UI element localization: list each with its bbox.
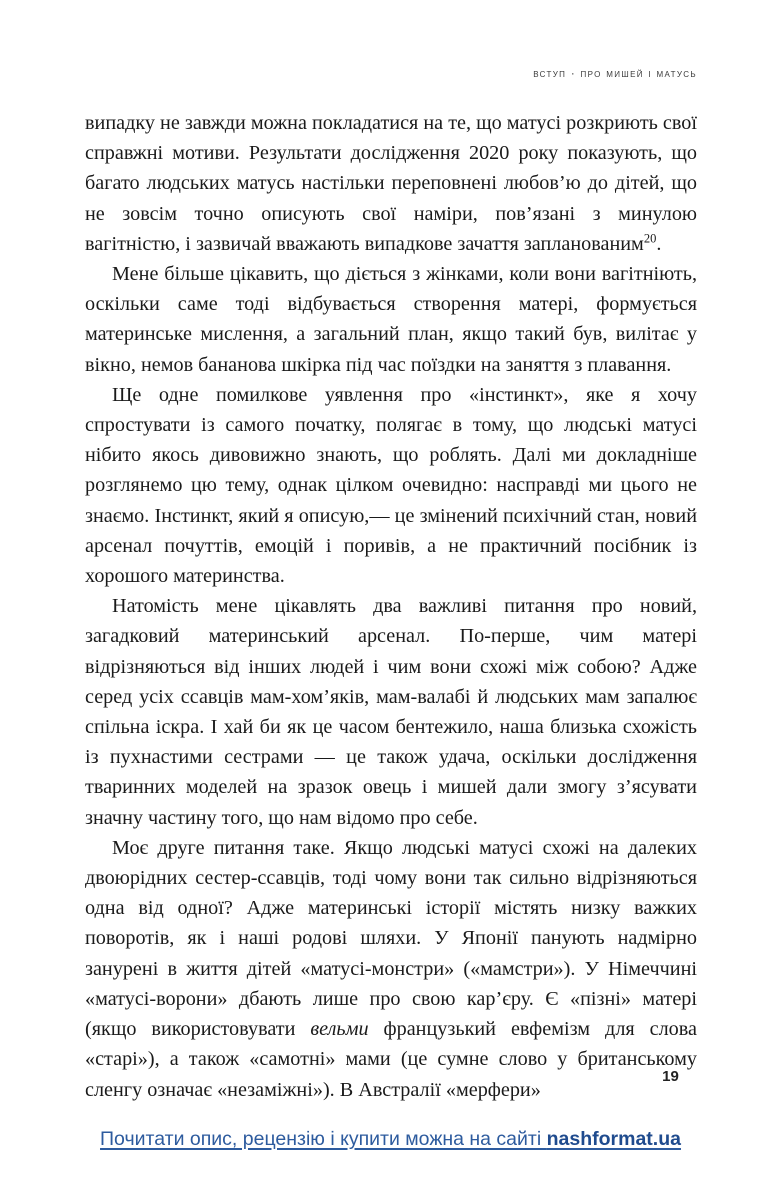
promo-domain-text: nashformat.ua [546,1128,681,1150]
para-3: Ще одне помилкове уявлення про «інстинкт», яке я хочу спростувати із самого початку, полягає в тому, що людські матусі нібито якось дивовижно знають, що роблять. Далі ми докладніше розглянемо цю тему, однак цілком очевидно: насправді ми цього не знаємо. Інстинкт, який я описую,— це змінений психічний стан, новий арсенал почуттів, емоцій і поривів, а не практичний посібник із хорошого материнства. [85,383,697,588]
page-number: 19 [662,1068,679,1085]
body-text-block [85,108,697,1105]
para-4: Натомість мене цікавлять два важливі питання про новий, загадковий материнський арсенал. По-перше, чим матері відрізняються від інших людей і чим вони схожі між собою? Адже серед усіх ссавців мам-хом’яків, мам-валабі й людських мам запалює спільна іскра. І хай би як це часом бентежило, наша близька схожість із пухнастими сестрами — це також удача, оскільки дослідження тваринних моделей на зразок овець і мишей дали змогу з’ясувати значну частину того, що нам відомо про себе. [85,595,697,829]
promo-link-text: Почитати опис, рецензію і купити можна на сайті [100,1128,547,1150]
promo-footer [0,1128,781,1151]
running-header-text: вступ · про мишей і матусь [533,68,697,80]
promo-link[interactable] [100,1128,681,1150]
para-1: випадку не завжди можна покладатися на те, що матусі розкриють свої справжні мотиви. Результати дослідження 2020 року показують, що багато людських матусь настільки переповнені любов’ю до дітей, що не зовсім точно описують свої наміри, пов’язані з минулою вагітністю, і зазвичай вважають випадкове зачаття запланованим$^{20}$. [85,112,697,255]
footnote-marker: 20 [643,231,657,246]
para-5: Моє друге питання таке. Якщо людські матусі схожі на далеких двоюрідних сестер-ссавців, тоді чому вони так сильно відрізняються одна від одної? Адже материнські історії містять низку важких поворотів, як і наші родові шляхи. У Японії панують надмірно занурені в життя дітей «матусі-монстри» («мамстри»). У Німеччині «матусі-ворони» дбають лише про свою кар’єру. Є «пізні» матері (якщо використовувати вельми французький евфемізм для слова «старі»), а також «самотні» мами (це сумне слово у британському сленгу означає «незаміжні»). В Австралії «мерфери» [85,836,698,1101]
running-header [85,68,697,80]
para-2: Мене більше цікавить, що діється з жінками, коли вони вагітніють, оскільки саме тоді відбувається створення матері, формується материнське мислення, а загальний план, якщо такий був, вилітає у вікно, немов бананова шкірка під час поїздки на заняття з плавання. [85,263,697,376]
emphasis-text: вельми [310,1018,369,1041]
